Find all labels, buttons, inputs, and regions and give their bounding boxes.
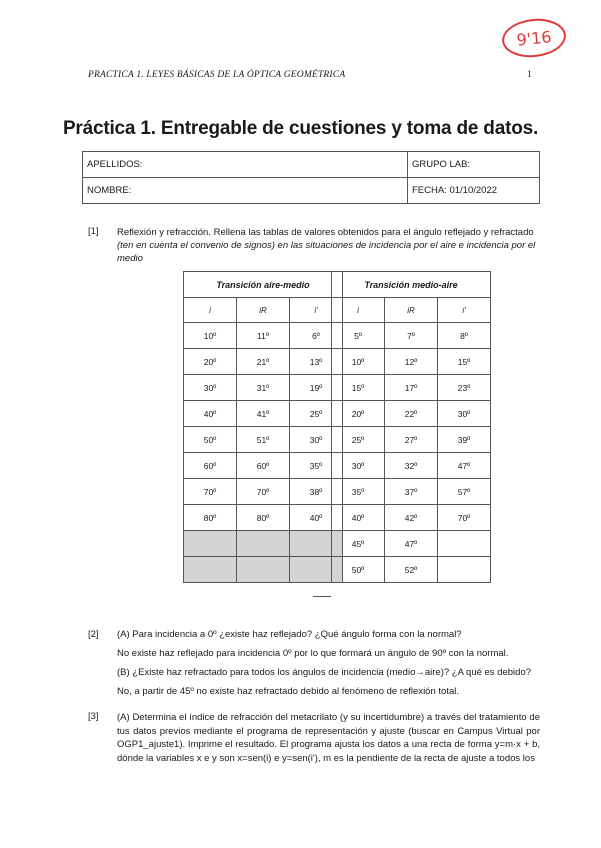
- question-2b-text: (B) ¿Existe haz refractado para todos los ángulos de incidencia (medio→aire)? ¿A qué es debido?: [117, 667, 532, 678]
- student-info-table: [82, 151, 540, 204]
- table-row: [332, 505, 491, 531]
- table-cell[interactable]: 6º: [290, 323, 343, 349]
- table-cell[interactable]: 37º: [385, 479, 438, 505]
- table-aire-medio-title: Transición aire-medio: [184, 272, 343, 298]
- nombre-field[interactable]: [83, 178, 408, 204]
- running-header: PRACTICA 1. LEYES BÁSICAS DE LA ÓPTICA GEOMÉTRICA: [88, 70, 346, 80]
- nombre-label: NOMBRE:: [87, 185, 132, 196]
- table-cell[interactable]: 50º: [184, 427, 237, 453]
- table-row: [332, 375, 491, 401]
- table-cell[interactable]: 35º: [290, 453, 343, 479]
- table-cell[interactable]: 5º: [332, 323, 385, 349]
- table-cell[interactable]: 12º: [385, 349, 438, 375]
- table-cell[interactable]: 51º: [237, 427, 290, 453]
- col-header-ir: iR: [385, 298, 438, 323]
- table-cell[interactable]: 23º: [438, 375, 491, 401]
- table-cell[interactable]: 20º: [332, 401, 385, 427]
- table-cell[interactable]: 47º: [385, 531, 438, 557]
- table-cell[interactable]: 31º: [237, 375, 290, 401]
- table-cell[interactable]: 30º: [184, 375, 237, 401]
- table-cell: [184, 557, 237, 583]
- table-cell[interactable]: 19º: [290, 375, 343, 401]
- apellidos-field[interactable]: [83, 152, 408, 178]
- col-header-i: i: [332, 298, 385, 323]
- table-row: [332, 557, 491, 583]
- fecha-label: FECHA: 01/10/2022: [412, 185, 498, 196]
- table-cell[interactable]: 30º: [290, 427, 343, 453]
- table-cell[interactable]: 32º: [385, 453, 438, 479]
- question-2b-answer: No, a partir de 45º no existe haz refractado debido al fenómeno de reflexión total.: [117, 686, 459, 697]
- question-2a-answer: No existe haz reflejado para incidencia 0º por lo que formará un ángulo de 90º con la normal.: [117, 648, 509, 659]
- handwritten-grade: 9'16: [500, 16, 568, 60]
- table-cell[interactable]: 22º: [385, 401, 438, 427]
- table-cell[interactable]: 30º: [438, 401, 491, 427]
- table-cell[interactable]: 25º: [332, 427, 385, 453]
- table-separator: [313, 271, 331, 597]
- table-medio-aire: [331, 271, 491, 583]
- table-cell[interactable]: 35º: [332, 479, 385, 505]
- question-3-number: [3]: [88, 711, 99, 722]
- table-cell[interactable]: 80º: [184, 505, 237, 531]
- table-cell[interactable]: [438, 557, 491, 583]
- table-row: [332, 453, 491, 479]
- col-header-i-prime: i': [438, 298, 491, 323]
- question-1-plain: Reflexión y refracción. Rellena las tablas de valores obtenidos para el ángulo reflejado y refractado: [117, 227, 534, 238]
- table-medio-aire-title: Transición medio-aire: [332, 272, 491, 298]
- table-cell[interactable]: 80º: [237, 505, 290, 531]
- table-row: [332, 401, 491, 427]
- table-cell[interactable]: 40º: [332, 505, 385, 531]
- table-cell[interactable]: 13º: [290, 349, 343, 375]
- table-cell[interactable]: 47º: [438, 453, 491, 479]
- table-cell[interactable]: 15º: [332, 375, 385, 401]
- table-cell: [237, 557, 290, 583]
- question-2a-text: (A) Para incidencia a 0º ¿existe haz reflejado? ¿Qué ángulo forma con la normal?: [117, 629, 462, 640]
- fecha-field[interactable]: [408, 178, 540, 204]
- table-cell[interactable]: 39º: [438, 427, 491, 453]
- table-cell[interactable]: 11º: [237, 323, 290, 349]
- table-cell: [237, 531, 290, 557]
- question-1-number: [1]: [88, 226, 99, 237]
- table-cell[interactable]: 10º: [184, 323, 237, 349]
- table-cell[interactable]: 10º: [332, 349, 385, 375]
- table-cell[interactable]: 21º: [237, 349, 290, 375]
- apellidos-label: APELLIDOS:: [87, 159, 143, 170]
- question-2-number: [2]: [88, 629, 99, 640]
- table-cell: [184, 531, 237, 557]
- grupo-field[interactable]: [408, 152, 540, 178]
- grupo-label: GRUPO LAB:: [412, 159, 471, 170]
- table-row: [332, 531, 491, 557]
- table-cell[interactable]: 42º: [385, 505, 438, 531]
- table-cell[interactable]: [438, 531, 491, 557]
- table-cell[interactable]: 40º: [290, 505, 343, 531]
- col-header-ir: iR: [237, 298, 290, 323]
- table-cell[interactable]: 38º: [290, 479, 343, 505]
- col-header-i-prime: i': [290, 298, 343, 323]
- table-cell[interactable]: 7º: [385, 323, 438, 349]
- table-row: [332, 479, 491, 505]
- table-row: [332, 427, 491, 453]
- col-header-i: i: [184, 298, 237, 323]
- table-cell[interactable]: 40º: [184, 401, 237, 427]
- table-cell[interactable]: 15º: [438, 349, 491, 375]
- table-cell[interactable]: 17º: [385, 375, 438, 401]
- table-cell[interactable]: 8º: [438, 323, 491, 349]
- page-number: 1: [527, 70, 532, 80]
- table-cell[interactable]: 70º: [184, 479, 237, 505]
- table-cell[interactable]: 27º: [385, 427, 438, 453]
- table-cell[interactable]: 70º: [237, 479, 290, 505]
- table-cell[interactable]: 60º: [184, 453, 237, 479]
- table-cell[interactable]: 52º: [385, 557, 438, 583]
- table-row: [332, 349, 491, 375]
- table-cell[interactable]: 50º: [332, 557, 385, 583]
- table-cell[interactable]: 30º: [332, 453, 385, 479]
- table-cell[interactable]: 41º: [237, 401, 290, 427]
- table-row: [332, 323, 491, 349]
- table-cell[interactable]: 70º: [438, 505, 491, 531]
- table-cell[interactable]: 57º: [438, 479, 491, 505]
- page-title: Práctica 1. Entregable de cuestiones y toma de datos.: [62, 118, 539, 139]
- table-cell[interactable]: 25º: [290, 401, 343, 427]
- question-3-text: (A) Determina el índice de refracción del metacrilato (y su incertidumbre) a través del tratamiento de tus datos previos mediante el programa de representación y ajuste (buscar en Campus Virtual por OGP1_ajuste1). Imprime el resultado. El programa ajusta los datos a una recta de forma y=m·x + b, dónde la variables x e y son x=sen(i) e y=sen(i'), m es la pendiente de la recta de ajuste a todos los: [117, 712, 540, 764]
- question-1-text: [117, 226, 540, 265]
- table-cell[interactable]: 45º: [332, 531, 385, 557]
- table-cell[interactable]: 20º: [184, 349, 237, 375]
- question-1-italic: (ten en cuenta el convenio de signos) en las situaciones de incidencia por el aire e incidencia por el medio: [117, 240, 536, 264]
- table-cell[interactable]: 60º: [237, 453, 290, 479]
